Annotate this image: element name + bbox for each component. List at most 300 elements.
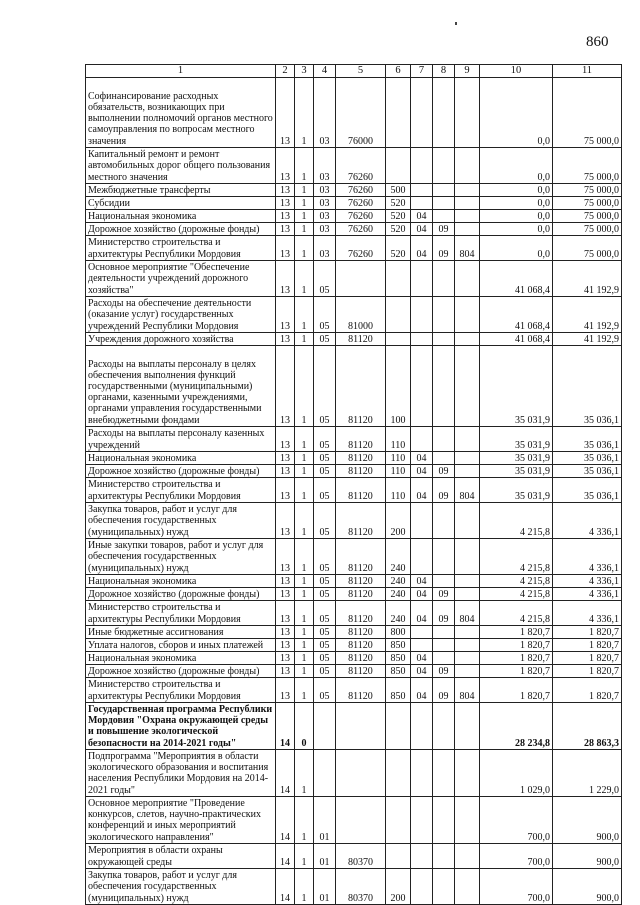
code-col7: 04: [411, 235, 433, 260]
table-row: [86, 677, 622, 702]
code-col5: 76000: [336, 77, 386, 147]
code-col6: 240: [386, 600, 411, 625]
code-col5: [336, 702, 386, 749]
code-col5: 76260: [336, 222, 386, 235]
code-col3: 1: [295, 296, 314, 332]
table-row: [86, 843, 622, 868]
code-col3: 1: [295, 464, 314, 477]
row-name: Расходы на обеспечение деятельности (оказание услуг) государственных учреждений Республики Мордовия: [86, 296, 276, 332]
value-col11: 28 863,3: [553, 702, 622, 749]
code-col4: 05: [314, 260, 336, 296]
code-col5: 81120: [336, 574, 386, 587]
table-row: [86, 796, 622, 843]
code-col9: [455, 538, 480, 574]
code-col7: [411, 702, 433, 749]
code-col6: 110: [386, 464, 411, 477]
code-col6: [386, 77, 411, 147]
code-col5: 81120: [336, 502, 386, 538]
table-row: [86, 183, 622, 196]
column-header: 4: [314, 65, 336, 78]
code-col3: 1: [295, 600, 314, 625]
value-col11: 900,0: [553, 843, 622, 868]
code-col8: [433, 843, 455, 868]
row-name: Основное мероприятие "Обеспечение деятельности учреждений дорожного хозяйства": [86, 260, 276, 296]
code-col5: 81120: [336, 426, 386, 451]
code-col8: 09: [433, 600, 455, 625]
code-col3: 1: [295, 843, 314, 868]
code-col5: 81120: [336, 625, 386, 638]
code-col5: 81120: [336, 332, 386, 345]
code-col8: [433, 796, 455, 843]
code-col7: [411, 77, 433, 147]
code-col7: 04: [411, 587, 433, 600]
code-col8: [433, 77, 455, 147]
row-name: Закупка товаров, работ и услуг для обеспечения государственных (муниципальных) нужд: [86, 868, 276, 904]
value-col10: 35 031,9: [480, 426, 553, 451]
code-col8: [433, 574, 455, 587]
code-col8: [433, 749, 455, 796]
table-row: [86, 502, 622, 538]
code-col9: [455, 749, 480, 796]
code-col2: 13: [276, 538, 295, 574]
code-col4: 05: [314, 477, 336, 502]
code-col5: 80370: [336, 843, 386, 868]
code-col6: [386, 332, 411, 345]
code-col7: 04: [411, 574, 433, 587]
code-col3: 1: [295, 222, 314, 235]
value-col10: 700,0: [480, 796, 553, 843]
code-col2: 14: [276, 796, 295, 843]
code-col5: 81120: [336, 451, 386, 464]
row-name: Капитальный ремонт и ремонт автомобильных дорог общего пользования местного значения: [86, 147, 276, 183]
code-col2: 13: [276, 574, 295, 587]
table-row: [86, 147, 622, 183]
value-col11: 1 820,7: [553, 677, 622, 702]
column-header: 8: [433, 65, 455, 78]
code-col7: [411, 147, 433, 183]
column-header: 1: [86, 65, 276, 78]
code-col6: 520: [386, 209, 411, 222]
row-name: Уплата налогов, сборов и иных платежей: [86, 638, 276, 651]
code-col2: 13: [276, 451, 295, 464]
code-col7: [411, 196, 433, 209]
budget-table: [85, 64, 622, 905]
value-col11: 4 336,1: [553, 502, 622, 538]
code-col9: [455, 345, 480, 426]
code-col9: [455, 332, 480, 345]
code-col3: 1: [295, 638, 314, 651]
code-col4: 03: [314, 196, 336, 209]
table-row: [86, 332, 622, 345]
code-col8: [433, 296, 455, 332]
code-col6: 500: [386, 183, 411, 196]
value-col10: 35 031,9: [480, 345, 553, 426]
code-col3: 1: [295, 625, 314, 638]
code-col4: 05: [314, 296, 336, 332]
code-col5: [336, 749, 386, 796]
value-col11: 1 820,7: [553, 664, 622, 677]
code-col8: [433, 538, 455, 574]
row-name: Иные закупки товаров, работ и услуг для обеспечения государственных (муниципальных) нужд: [86, 538, 276, 574]
code-col6: 850: [386, 677, 411, 702]
code-col2: 13: [276, 638, 295, 651]
value-col10: 1 820,7: [480, 651, 553, 664]
code-col8: [433, 868, 455, 904]
code-col9: [455, 464, 480, 477]
code-col5: 81120: [336, 638, 386, 651]
row-name: Министерство строительства и архитектуры Республики Мордовия: [86, 600, 276, 625]
code-col5: 81120: [336, 538, 386, 574]
code-col5: [336, 796, 386, 843]
code-col7: 04: [411, 664, 433, 677]
table-row: [86, 868, 622, 904]
code-col3: 1: [295, 451, 314, 464]
code-col4: [314, 702, 336, 749]
code-col4: 03: [314, 147, 336, 183]
value-col10: 1 820,7: [480, 677, 553, 702]
code-col3: 1: [295, 574, 314, 587]
value-col11: 75 000,0: [553, 209, 622, 222]
value-col10: 0,0: [480, 147, 553, 183]
table-row: [86, 209, 622, 222]
code-col8: 09: [433, 677, 455, 702]
code-col3: 1: [295, 664, 314, 677]
code-col9: [455, 796, 480, 843]
column-header: 2: [276, 65, 295, 78]
value-col11: 41 192,9: [553, 332, 622, 345]
code-col9: [455, 296, 480, 332]
code-col2: 13: [276, 77, 295, 147]
code-col4: [314, 749, 336, 796]
value-col10: 41 068,4: [480, 332, 553, 345]
table-row: [86, 477, 622, 502]
code-col7: [411, 345, 433, 426]
table-row: [86, 464, 622, 477]
code-col8: 09: [433, 464, 455, 477]
code-col4: 01: [314, 796, 336, 843]
code-col6: 800: [386, 625, 411, 638]
code-col2: 13: [276, 600, 295, 625]
code-col6: 520: [386, 235, 411, 260]
code-col3: 1: [295, 147, 314, 183]
row-name: Софинансирование расходных обязательств, возникающих при выполнении полномочий органов местного самоуправления по вопросам местного значения: [86, 77, 276, 147]
code-col7: 04: [411, 677, 433, 702]
code-col7: [411, 426, 433, 451]
code-col8: [433, 702, 455, 749]
value-col11: 75 000,0: [553, 196, 622, 209]
value-col11: 1 820,7: [553, 638, 622, 651]
code-col2: 13: [276, 677, 295, 702]
code-col2: 13: [276, 183, 295, 196]
code-col9: [455, 587, 480, 600]
table-row: [86, 196, 622, 209]
code-col5: 81120: [336, 477, 386, 502]
column-header: 3: [295, 65, 314, 78]
code-col5: 81120: [336, 651, 386, 664]
row-name: Мероприятия в области охраны окружающей среды: [86, 843, 276, 868]
table-header-row: [86, 65, 622, 78]
value-col11: 35 036,1: [553, 464, 622, 477]
value-col10: 1 820,7: [480, 638, 553, 651]
code-col8: [433, 332, 455, 345]
code-col7: 04: [411, 600, 433, 625]
code-col6: 520: [386, 222, 411, 235]
code-col8: [433, 147, 455, 183]
code-col9: 804: [455, 600, 480, 625]
code-col9: [455, 196, 480, 209]
table-row: [86, 574, 622, 587]
code-col6: 110: [386, 426, 411, 451]
code-col6: [386, 702, 411, 749]
value-col10: 41 068,4: [480, 296, 553, 332]
code-col9: 804: [455, 477, 480, 502]
code-col3: 1: [295, 260, 314, 296]
value-col11: 35 036,1: [553, 345, 622, 426]
code-col8: [433, 345, 455, 426]
code-col5: 76260: [336, 209, 386, 222]
code-col3: 1: [295, 502, 314, 538]
row-name: Национальная экономика: [86, 451, 276, 464]
code-col9: [455, 868, 480, 904]
value-col10: 0,0: [480, 222, 553, 235]
code-col6: 240: [386, 574, 411, 587]
code-col4: 05: [314, 332, 336, 345]
table-row: [86, 664, 622, 677]
code-col2: 13: [276, 477, 295, 502]
row-name: Подпрограмма "Мероприятия в области экологического образования и воспитания населения Республики Мордовия на 2014-2021 годы": [86, 749, 276, 796]
code-col8: [433, 625, 455, 638]
code-col8: [433, 209, 455, 222]
code-col8: [433, 426, 455, 451]
table-row: [86, 260, 622, 296]
code-col5: 76260: [336, 183, 386, 196]
column-header: 11: [553, 65, 622, 78]
value-col11: 75 000,0: [553, 183, 622, 196]
code-col8: [433, 196, 455, 209]
code-col9: [455, 222, 480, 235]
value-col11: 1 229,0: [553, 749, 622, 796]
code-col6: 850: [386, 651, 411, 664]
value-col10: 0,0: [480, 196, 553, 209]
code-col6: [386, 147, 411, 183]
value-col11: 75 000,0: [553, 77, 622, 147]
value-col10: 4 215,8: [480, 538, 553, 574]
table-row: [86, 77, 622, 147]
code-col2: 13: [276, 147, 295, 183]
code-col3: 1: [295, 477, 314, 502]
code-col6: 100: [386, 345, 411, 426]
table-row: [86, 296, 622, 332]
code-col5: 81000: [336, 296, 386, 332]
row-name: Основное мероприятие "Проведение конкурсов, слетов, научно-практических конференций и иных мероприятий экологического направления": [86, 796, 276, 843]
code-col2: 13: [276, 196, 295, 209]
column-header: 9: [455, 65, 480, 78]
value-col11: 41 192,9: [553, 260, 622, 296]
code-col4: 03: [314, 222, 336, 235]
code-col4: 05: [314, 677, 336, 702]
row-name: Дорожное хозяйство (дорожные фонды): [86, 587, 276, 600]
code-col4: 03: [314, 235, 336, 260]
column-header: 7: [411, 65, 433, 78]
code-col2: 13: [276, 260, 295, 296]
scan-speck: [455, 22, 457, 25]
table-row: [86, 426, 622, 451]
code-col3: 1: [295, 77, 314, 147]
value-col10: 0,0: [480, 77, 553, 147]
code-col6: 200: [386, 868, 411, 904]
table-row: [86, 702, 622, 749]
code-col2: 13: [276, 345, 295, 426]
value-col10: 700,0: [480, 843, 553, 868]
value-col10: 35 031,9: [480, 464, 553, 477]
value-col11: 35 036,1: [553, 451, 622, 464]
code-col5: 76260: [336, 196, 386, 209]
code-col4: 03: [314, 209, 336, 222]
code-col2: 14: [276, 868, 295, 904]
code-col6: 850: [386, 664, 411, 677]
value-col10: 4 215,8: [480, 574, 553, 587]
code-col3: 1: [295, 196, 314, 209]
value-col11: 4 336,1: [553, 538, 622, 574]
code-col9: [455, 638, 480, 651]
code-col9: [455, 209, 480, 222]
code-col2: 13: [276, 222, 295, 235]
code-col7: [411, 625, 433, 638]
code-col4: 05: [314, 345, 336, 426]
code-col3: 1: [295, 332, 314, 345]
code-col5: 81120: [336, 664, 386, 677]
code-col2: 13: [276, 209, 295, 222]
code-col6: [386, 749, 411, 796]
row-name: Субсидии: [86, 196, 276, 209]
code-col9: 804: [455, 677, 480, 702]
code-col7: 04: [411, 451, 433, 464]
row-name: Национальная экономика: [86, 651, 276, 664]
row-name: Министерство строительства и архитектуры Республики Мордовия: [86, 677, 276, 702]
code-col4: 03: [314, 183, 336, 196]
code-col2: 13: [276, 651, 295, 664]
code-col3: 0: [295, 702, 314, 749]
code-col9: [455, 502, 480, 538]
code-col9: [455, 664, 480, 677]
code-col5: 81120: [336, 587, 386, 600]
code-col3: 1: [295, 209, 314, 222]
code-col6: [386, 260, 411, 296]
value-col10: 1 820,7: [480, 664, 553, 677]
row-name: Расходы на выплаты персоналу в целях обеспечения выполнения функций государственными (муниципальными) органами, казенными учреждениями, органами управления государственными внебюджетными фондами: [86, 345, 276, 426]
value-col11: 41 192,9: [553, 296, 622, 332]
code-col7: [411, 868, 433, 904]
value-col10: 1 820,7: [480, 625, 553, 638]
table-row: [86, 538, 622, 574]
code-col9: [455, 843, 480, 868]
table-row: [86, 451, 622, 464]
code-col9: [455, 147, 480, 183]
row-name: Дорожное хозяйство (дорожные фонды): [86, 464, 276, 477]
code-col4: 05: [314, 587, 336, 600]
code-col7: [411, 332, 433, 345]
code-col3: 1: [295, 183, 314, 196]
row-name: Расходы на выплаты персоналу казенных учреждений: [86, 426, 276, 451]
code-col5: 81120: [336, 345, 386, 426]
code-col3: 1: [295, 651, 314, 664]
value-col10: 700,0: [480, 868, 553, 904]
column-header: 10: [480, 65, 553, 78]
code-col9: [455, 651, 480, 664]
code-col8: [433, 260, 455, 296]
code-col7: [411, 296, 433, 332]
row-name: Национальная экономика: [86, 209, 276, 222]
row-name: Национальная экономика: [86, 574, 276, 587]
code-col4: 01: [314, 843, 336, 868]
row-name: Межбюджетные трансферты: [86, 183, 276, 196]
code-col4: 05: [314, 538, 336, 574]
code-col3: 1: [295, 677, 314, 702]
value-col11: 1 820,7: [553, 625, 622, 638]
table-row: [86, 651, 622, 664]
code-col8: [433, 451, 455, 464]
code-col7: [411, 749, 433, 796]
code-col2: 14: [276, 749, 295, 796]
code-col4: 05: [314, 600, 336, 625]
row-name: Министерство строительства и архитектуры Республики Мордовия: [86, 477, 276, 502]
value-col11: 75 000,0: [553, 235, 622, 260]
code-col2: 13: [276, 332, 295, 345]
row-name: Дорожное хозяйство (дорожные фонды): [86, 664, 276, 677]
code-col2: 13: [276, 625, 295, 638]
value-col10: 4 215,8: [480, 600, 553, 625]
code-col6: 520: [386, 196, 411, 209]
code-col5: 81120: [336, 677, 386, 702]
value-col11: 4 336,1: [553, 574, 622, 587]
value-col11: 75 000,0: [553, 147, 622, 183]
column-header: 5: [336, 65, 386, 78]
row-name: Закупка товаров, работ и услуг для обеспечения государственных (муниципальных) нужд: [86, 502, 276, 538]
table-row: [86, 625, 622, 638]
column-header: 6: [386, 65, 411, 78]
code-col9: [455, 77, 480, 147]
value-col10: 35 031,9: [480, 477, 553, 502]
code-col6: 240: [386, 538, 411, 574]
code-col9: [455, 702, 480, 749]
table-row: [86, 587, 622, 600]
code-col9: [455, 625, 480, 638]
code-col7: 04: [411, 222, 433, 235]
value-col10: 4 215,8: [480, 502, 553, 538]
code-col8: [433, 651, 455, 664]
value-col10: 35 031,9: [480, 451, 553, 464]
row-name: Дорожное хозяйство (дорожные фонды): [86, 222, 276, 235]
code-col5: 81120: [336, 464, 386, 477]
table-row: [86, 235, 622, 260]
code-col7: 04: [411, 464, 433, 477]
code-col7: [411, 260, 433, 296]
value-col10: 1 029,0: [480, 749, 553, 796]
value-col10: 0,0: [480, 235, 553, 260]
code-col8: 09: [433, 477, 455, 502]
row-name: Министерство строительства и архитектуры Республики Мордовия: [86, 235, 276, 260]
value-col11: 75 000,0: [553, 222, 622, 235]
value-col11: 900,0: [553, 868, 622, 904]
code-col8: 09: [433, 664, 455, 677]
code-col3: 1: [295, 235, 314, 260]
code-col3: 1: [295, 868, 314, 904]
code-col2: 13: [276, 664, 295, 677]
code-col2: 13: [276, 426, 295, 451]
code-col6: 110: [386, 477, 411, 502]
value-col10: 28 234,8: [480, 702, 553, 749]
code-col3: 1: [295, 426, 314, 451]
